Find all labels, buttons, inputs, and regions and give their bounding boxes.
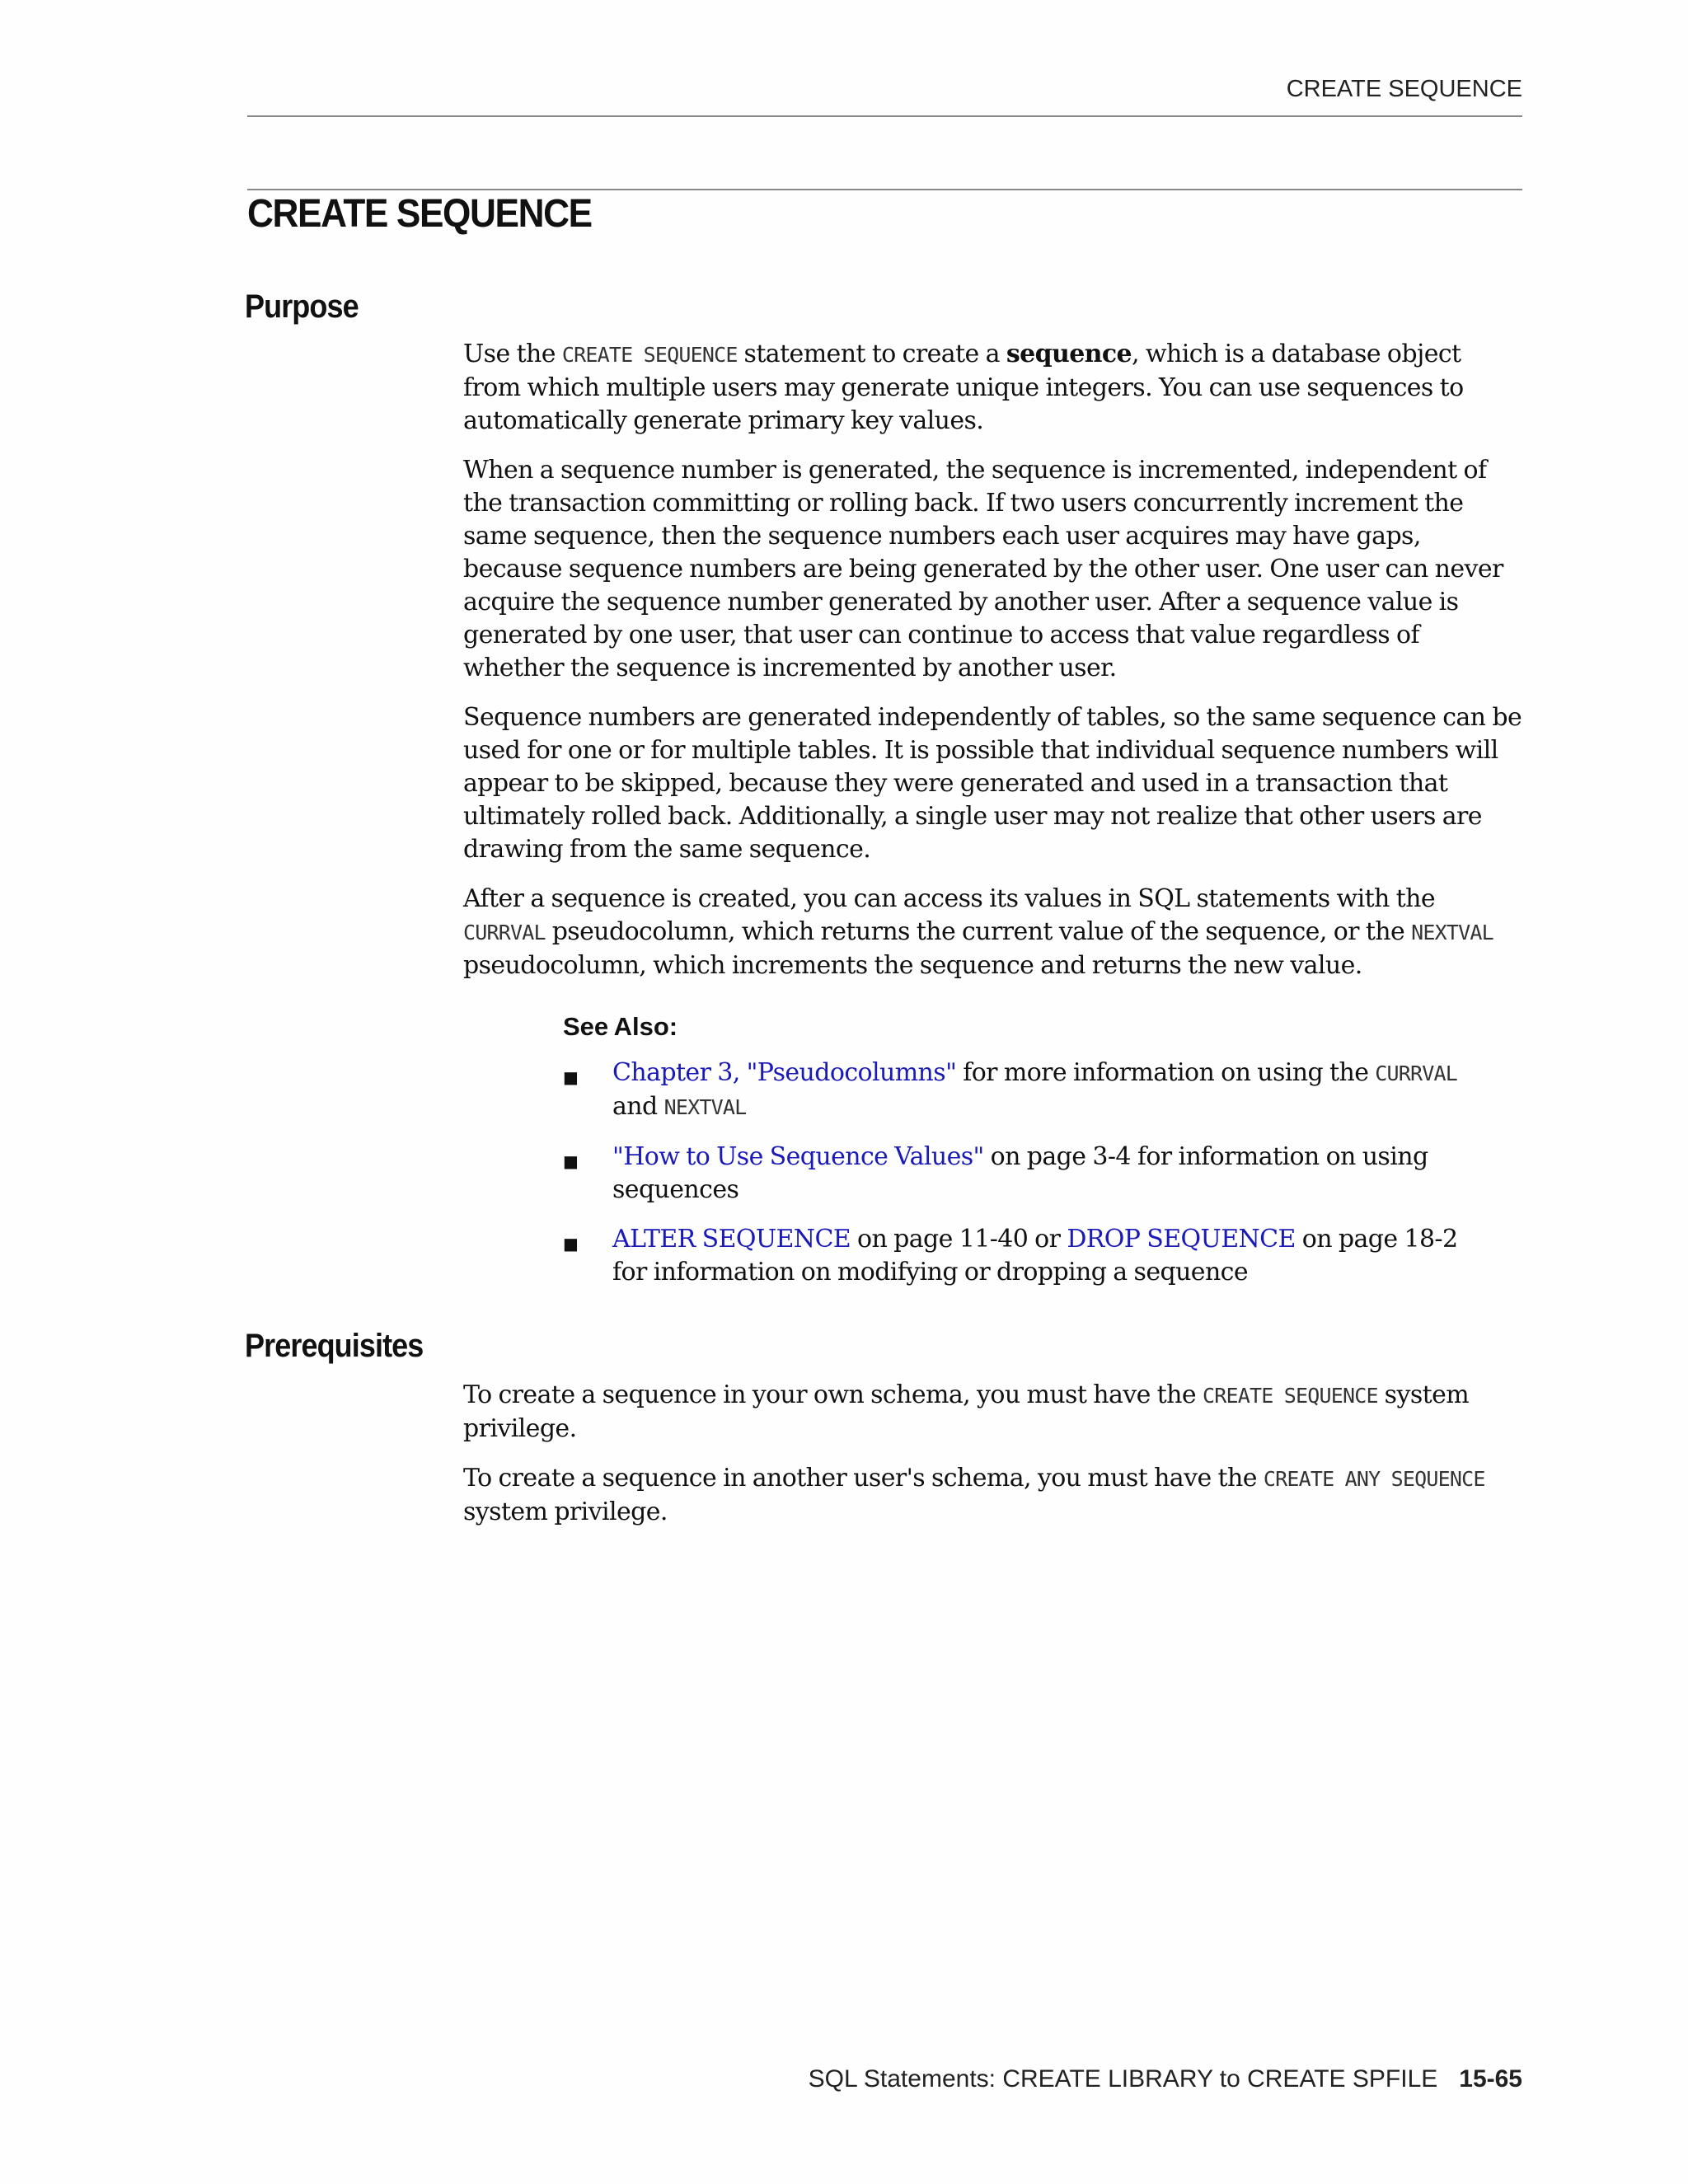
- code-currval: CURRVAL: [463, 921, 546, 944]
- page-number: 15-65: [1459, 2065, 1522, 2093]
- see-also-box: [563, 1010, 1519, 1305]
- purpose-paragraph-2: When a sequence number is generated, the sequence is incremented, independent of the transaction committing or rolling back. If two users concurrently increment the same sequence, then the sequence numbers each user acquires may have gaps, because sequence numbers are being generated by the other user. One user can never acquire the sequence number generated by another user. After a sequence value is generated by one user, that user can continue to access that value regardless of whether the sequence is incremented by another user.: [463, 456, 1503, 682]
- square-bullet-icon: ■: [563, 1234, 579, 1254]
- purpose-body: [463, 338, 1522, 999]
- prerequisites-body: [463, 1379, 1522, 1545]
- page-title: CREATE SEQUENCE: [247, 192, 592, 236]
- code-nextval: NEXTVAL: [1411, 921, 1493, 944]
- prerequisites-heading: Prerequisites: [245, 1328, 424, 1364]
- purpose-paragraph-4: After a sequence is created, you can access its values in SQL statements with the CURRVAL pseudocolumn, which returns the current value of the sequence, or the NEXTVAL pseudocolumn, which increments the sequence and returns the new value.: [463, 884, 1493, 980]
- running-header: CREATE SEQUENCE: [1286, 76, 1522, 102]
- list-item: ■ Chapter 3, "Pseudocolumns" for more information on using the CURRVAL and NEXTVAL: [563, 1058, 1458, 1121]
- header-rule: [247, 115, 1522, 117]
- see-also-label: See Also:: [563, 1012, 678, 1041]
- term-sequence: sequence: [1006, 340, 1132, 368]
- link-chapter-3-pseudocolumns[interactable]: Chapter 3, "Pseudocolumns": [612, 1058, 957, 1087]
- code-create-sequence: CREATE SEQUENCE: [561, 343, 738, 367]
- link-drop-sequence[interactable]: DROP SEQUENCE: [1067, 1225, 1296, 1254]
- link-alter-sequence[interactable]: ALTER SEQUENCE: [612, 1225, 851, 1254]
- square-bullet-icon: ■: [563, 1151, 579, 1171]
- code-create-any-sequence: CREATE ANY SEQUENCE: [1263, 1467, 1485, 1491]
- code-create-sequence: CREATE SEQUENCE: [1202, 1384, 1378, 1408]
- square-bullet-icon: ■: [563, 1067, 579, 1087]
- title-rule: [247, 189, 1522, 190]
- list-item: ■ "How to Use Sequence Values" on page 3-4 for information on using sequences: [563, 1142, 1428, 1204]
- see-also-list: [563, 1057, 1519, 1289]
- list-item: ■ ALTER SEQUENCE on page 11-40 or DROP SEQUENCE on page 18-2 for information on modifying or dropping a sequence: [563, 1225, 1458, 1286]
- page-footer: [495, 2065, 1522, 2093]
- purpose-paragraph-3: Sequence numbers are generated independently of tables, so the same sequence can be used for one or for multiple tables. It is possible that individual sequence numbers will appear to be skipped, because they were generated and used in a transaction that ultimately rolled back. Additionally, a single user may not realize that other users are drawing from the same sequence.: [463, 703, 1522, 864]
- prerequisites-paragraph-2: To create a sequence in another user's schema, you must have the CREATE ANY SEQUENCE system privilege.: [463, 1464, 1485, 1526]
- purpose-heading: Purpose: [245, 288, 359, 325]
- link-how-to-use-sequence-values[interactable]: "How to Use Sequence Values": [612, 1142, 984, 1171]
- purpose-paragraph-1: Use the CREATE SEQUENCE statement to create a sequence, which is a database object from which multiple users may generate unique integers. You can use sequences to automatically generate primary key values.: [463, 340, 1464, 435]
- footer-text: SQL Statements: CREATE LIBRARY to CREATE SPFILE: [808, 2065, 1438, 2093]
- prerequisites-paragraph-1: To create a sequence in your own schema, you must have the CREATE SEQUENCE system privilege.: [463, 1380, 1470, 1443]
